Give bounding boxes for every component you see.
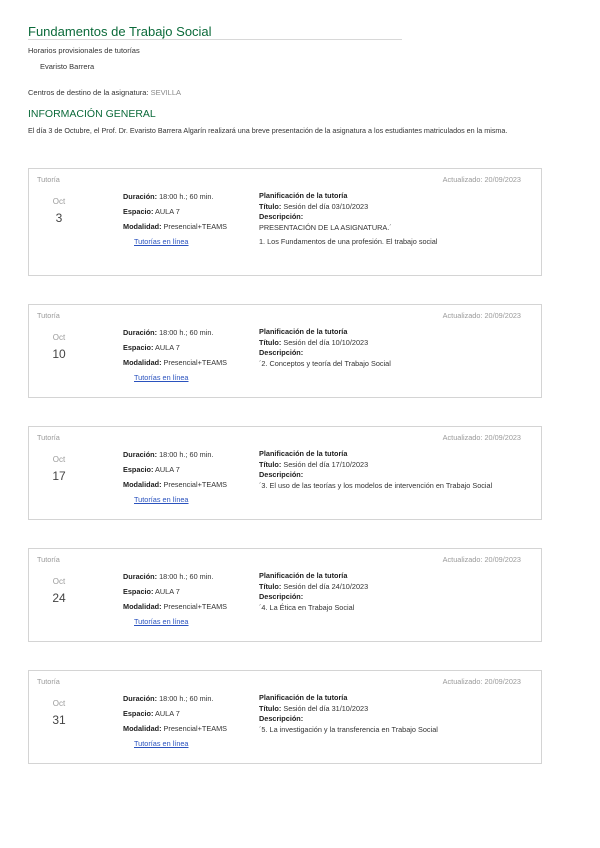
session-day: 31: [52, 713, 66, 727]
space-label: Espacio:: [123, 587, 154, 596]
session-title: Sesión del día 17/10/2023: [283, 459, 369, 469]
modality-row: [123, 477, 227, 492]
duration-value: 18:00 h.; 60 min.: [159, 450, 214, 459]
title-label: Título:: [259, 703, 282, 713]
description-label: Descripción:: [259, 348, 304, 357]
updated-label: Actualizado:: [442, 677, 483, 686]
space-row: [123, 204, 227, 219]
session-day: 10: [52, 347, 66, 361]
tutoring-plan: [259, 693, 438, 735]
modality-label: Modalidad:: [123, 222, 162, 231]
session-card: [28, 426, 542, 520]
duration-value: 18:00 h.; 60 min.: [159, 572, 214, 581]
updated-date: 20/09/2023: [484, 175, 521, 184]
space-row: [123, 462, 227, 477]
updated-date: 20/09/2023: [484, 311, 521, 320]
centers-value: SEVILLA: [150, 88, 182, 97]
description-label: Descripción:: [259, 592, 304, 601]
page-title: Fundamentos de Trabajo Social: [28, 24, 212, 39]
duration-label: Duración:: [123, 450, 158, 459]
modality-value: Presencial+TEAMS: [163, 602, 228, 611]
updated-info: [443, 311, 521, 320]
space-value: AULA 7: [155, 343, 180, 352]
session-details: [123, 325, 227, 385]
session-card: [28, 670, 542, 764]
session-card: [28, 168, 542, 276]
session-month: Oct: [52, 577, 66, 586]
updated-label: Actualizado:: [442, 311, 483, 320]
duration-row: [123, 447, 227, 462]
online-tutoring-link[interactable]: Tutorías en línea: [134, 373, 189, 382]
space-label: Espacio:: [123, 207, 154, 216]
modality-label: Modalidad:: [123, 480, 162, 489]
plan-heading: Planificación de la tutoría: [259, 571, 348, 580]
modality-label: Modalidad:: [123, 724, 162, 733]
space-value: AULA 7: [155, 709, 180, 718]
space-value: AULA 7: [155, 587, 180, 596]
plan-heading: Planificación de la tutoría: [259, 327, 348, 336]
teacher-name: Evaristo Barrera: [40, 62, 95, 71]
card-kind: Tutoría: [37, 433, 60, 442]
session-day: 3: [55, 211, 63, 225]
duration-row: [123, 189, 227, 204]
duration-label: Duración:: [123, 192, 158, 201]
session-month: Oct: [52, 333, 66, 342]
session-month: Oct: [52, 699, 66, 708]
card-kind: Tutoría: [37, 311, 60, 320]
space-row: [123, 584, 227, 599]
duration-label: Duración:: [123, 328, 158, 337]
space-label: Espacio:: [123, 465, 154, 474]
tutoring-plan: [259, 571, 368, 613]
modality-value: Presencial+TEAMS: [163, 222, 228, 231]
session-title: Sesión del día 24/10/2023: [283, 581, 369, 591]
duration-value: 18:00 h.; 60 min.: [159, 192, 214, 201]
plan-heading: Planificación de la tutoría: [259, 191, 348, 200]
space-label: Espacio:: [123, 343, 154, 352]
description-label: Descripción:: [259, 212, 304, 221]
space-value: AULA 7: [155, 207, 180, 216]
title-label: Título:: [259, 581, 282, 591]
modality-value: Presencial+TEAMS: [163, 480, 228, 489]
updated-date: 20/09/2023: [484, 433, 521, 442]
duration-label: Duración:: [123, 572, 158, 581]
card-kind: Tutoría: [37, 555, 60, 564]
online-tutoring-link[interactable]: Tutorías en línea: [134, 617, 189, 626]
session-details: [123, 447, 227, 507]
space-label: Espacio:: [123, 709, 154, 718]
centers-label: Centros de destino de la asignatura:: [28, 88, 149, 97]
session-title: Sesión del día 10/10/2023: [283, 337, 369, 347]
updated-label: Actualizado:: [442, 433, 483, 442]
plan-heading: Planificación de la tutoría: [259, 693, 348, 702]
modality-label: Modalidad:: [123, 602, 162, 611]
description-label: Descripción:: [259, 714, 304, 723]
updated-info: [443, 555, 521, 564]
title-divider: [28, 39, 402, 40]
modality-row: [123, 721, 227, 736]
updated-info: [443, 677, 521, 686]
updated-label: Actualizado:: [442, 555, 483, 564]
session-description: ´2. Conceptos y teoría del Trabajo Social: [259, 358, 391, 368]
space-row: [123, 340, 227, 355]
page-subtitle: Horarios provisionales de tutorías: [28, 46, 140, 55]
modality-row: [123, 355, 227, 370]
general-info-text: El día 3 de Octubre, el Prof. Dr. Evaristo Barrera Algarín realizará una breve presentación de la asignatura a los estudiantes matriculados en la misma.: [28, 126, 508, 135]
title-label: Título:: [259, 459, 282, 469]
session-description: ´3. El uso de las teorías y los modelos de intervención en Trabajo Social: [259, 480, 493, 490]
session-card: [28, 548, 542, 642]
general-info-heading: INFORMACIÓN GENERAL: [28, 108, 156, 120]
updated-info: [443, 175, 521, 184]
modality-value: Presencial+TEAMS: [163, 724, 228, 733]
card-kind: Tutoría: [37, 677, 60, 686]
plan-heading: Planificación de la tutoría: [259, 449, 348, 458]
online-tutoring-link[interactable]: Tutorías en línea: [134, 495, 189, 504]
duration-label: Duración:: [123, 694, 158, 703]
duration-value: 18:00 h.; 60 min.: [159, 694, 214, 703]
session-day: 24: [52, 591, 66, 605]
modality-value: Presencial+TEAMS: [163, 358, 228, 367]
destination-centers: [28, 88, 181, 97]
title-label: Título:: [259, 201, 282, 211]
updated-date: 20/09/2023: [484, 555, 521, 564]
duration-row: [123, 691, 227, 706]
session-month: Oct: [52, 455, 66, 464]
title-label: Título:: [259, 337, 282, 347]
tutoring-plan: [259, 191, 437, 248]
updated-info: [443, 433, 521, 442]
session-title: Sesión del día 03/10/2023: [283, 201, 369, 211]
online-tutoring-link[interactable]: Tutorías en línea: [134, 739, 189, 748]
duration-row: [123, 325, 227, 340]
card-kind: Tutoría: [37, 175, 60, 184]
modality-row: [123, 219, 227, 234]
session-description-detail: 1. Los Fundamentos de una profesión. El trabajo social: [259, 237, 438, 246]
session-description: ´5. La investigación y la transferencia en Trabajo Social: [259, 724, 438, 734]
updated-label: Actualizado:: [442, 175, 483, 184]
tutoring-plan: [259, 449, 492, 491]
online-tutoring-link[interactable]: Tutorías en línea: [134, 237, 189, 246]
session-title: Sesión del día 31/10/2023: [283, 703, 369, 713]
description-label: Descripción:: [259, 470, 304, 479]
session-card: [28, 304, 542, 398]
duration-value: 18:00 h.; 60 min.: [159, 328, 214, 337]
session-description: PRESENTACIÓN DE LA ASIGNATURA.´: [259, 222, 392, 232]
modality-row: [123, 599, 227, 614]
tutoring-plan: [259, 327, 391, 369]
updated-date: 20/09/2023: [484, 677, 521, 686]
session-details: [123, 569, 227, 629]
session-details: [123, 189, 227, 249]
session-month: Oct: [52, 197, 66, 206]
space-value: AULA 7: [155, 465, 180, 474]
modality-label: Modalidad:: [123, 358, 162, 367]
session-description: ´4. La Ética en Trabajo Social: [259, 602, 355, 612]
duration-row: [123, 569, 227, 584]
space-row: [123, 706, 227, 721]
session-day: 17: [52, 469, 66, 483]
session-details: [123, 691, 227, 751]
